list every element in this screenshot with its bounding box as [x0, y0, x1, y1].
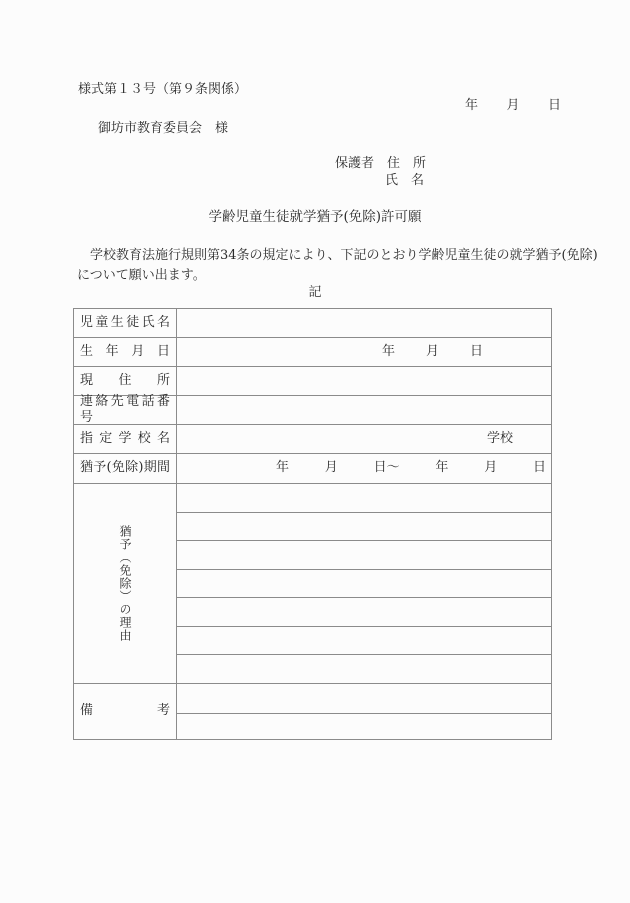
- table-row-birth-date: [74, 338, 551, 367]
- exemption-reason-label-cell: [74, 484, 177, 683]
- exemption-period-tokens: [177, 460, 551, 476]
- reason-line: [177, 540, 551, 569]
- exemption-period-label: 猶予(免除)期間: [80, 460, 170, 476]
- birth-date-tokens: [177, 344, 551, 360]
- designated-school-value-cell: [177, 425, 551, 453]
- phone-number-value-cell: [177, 396, 551, 424]
- table-row-exemption-period: [74, 454, 551, 484]
- guardian-address-label: 保護者 住 所: [335, 156, 427, 171]
- reason-line: [177, 484, 551, 512]
- body-paragraph-line2: について願い出ます。: [77, 268, 206, 283]
- student-name-value-cell: [177, 309, 551, 337]
- phone-number-label: 連絡先電話番号: [80, 393, 170, 425]
- remarks-write-lines: [177, 684, 551, 739]
- guardian-name-label: 氏 名: [385, 173, 425, 188]
- period-start-month-label: 月: [324, 460, 338, 476]
- birth-date-label: 生年月日: [80, 343, 170, 359]
- birth-day-label: 日: [469, 343, 483, 359]
- exemption-reason-write-lines: [177, 484, 551, 683]
- application-form-table: [73, 308, 552, 740]
- table-row-student-name: [74, 309, 551, 338]
- designated-school-label: 指定学校名: [80, 430, 170, 446]
- header-date-day-label: 日: [547, 98, 561, 113]
- header-date-month-label: 月: [506, 98, 520, 113]
- header-date-year-label: 年: [465, 98, 479, 113]
- birth-date-label-cell: [74, 338, 177, 366]
- reason-line: [177, 626, 551, 655]
- school-suffix-label: 学校: [486, 430, 513, 446]
- student-name-label: 児童生徒氏名: [80, 314, 170, 330]
- birth-month-label: 月: [425, 343, 439, 359]
- reason-line: [177, 597, 551, 626]
- remarks-line: [177, 714, 551, 739]
- period-end-year-label: 年: [435, 460, 449, 476]
- document-title: 学齢児童生徒就学猶予(免除)許可願: [208, 209, 422, 225]
- table-row-current-address: [74, 367, 551, 396]
- current-address-label-cell: [74, 367, 177, 395]
- table-row-exemption-reason: [74, 484, 551, 684]
- addressee: 御坊市教育委員会 様: [98, 121, 229, 136]
- phone-number-label-cell: [74, 393, 177, 425]
- reason-line: [177, 654, 551, 683]
- current-address-label: 現住所: [80, 372, 170, 388]
- reason-line: [177, 569, 551, 598]
- birth-year-label: 年: [382, 343, 396, 359]
- remarks-line: [177, 684, 551, 714]
- period-start-year-label: 年: [276, 460, 290, 476]
- table-row-designated-school: [74, 425, 551, 454]
- period-end-month-label: 月: [484, 460, 498, 476]
- designated-school-label-cell: [74, 425, 177, 453]
- remarks-label-cell: [74, 684, 177, 739]
- remarks-label: 備考: [80, 703, 170, 719]
- record-marker: 記: [308, 285, 322, 300]
- form-number: 様式第１３号（第９条関係）: [78, 82, 248, 97]
- period-start-day-label: 日～: [373, 460, 400, 476]
- table-row-phone-number: [74, 393, 551, 425]
- period-end-day-label: 日: [532, 460, 546, 476]
- current-address-value-cell: [177, 367, 551, 395]
- body-paragraph-line1: 学校教育法施行規則第34条の規定により、下記のとおり学齢児童生徒の就学猶予(免除): [77, 248, 598, 263]
- exemption-reason-label: 猶予（免除）の理由: [118, 525, 132, 642]
- reason-line: [177, 512, 551, 541]
- exemption-period-label-cell: [74, 454, 177, 483]
- birth-date-value-cell: [177, 338, 551, 366]
- header-date-line: [465, 98, 561, 114]
- exemption-period-value-cell: [177, 454, 551, 483]
- student-name-label-cell: [74, 309, 177, 337]
- table-row-remarks: [74, 684, 551, 739]
